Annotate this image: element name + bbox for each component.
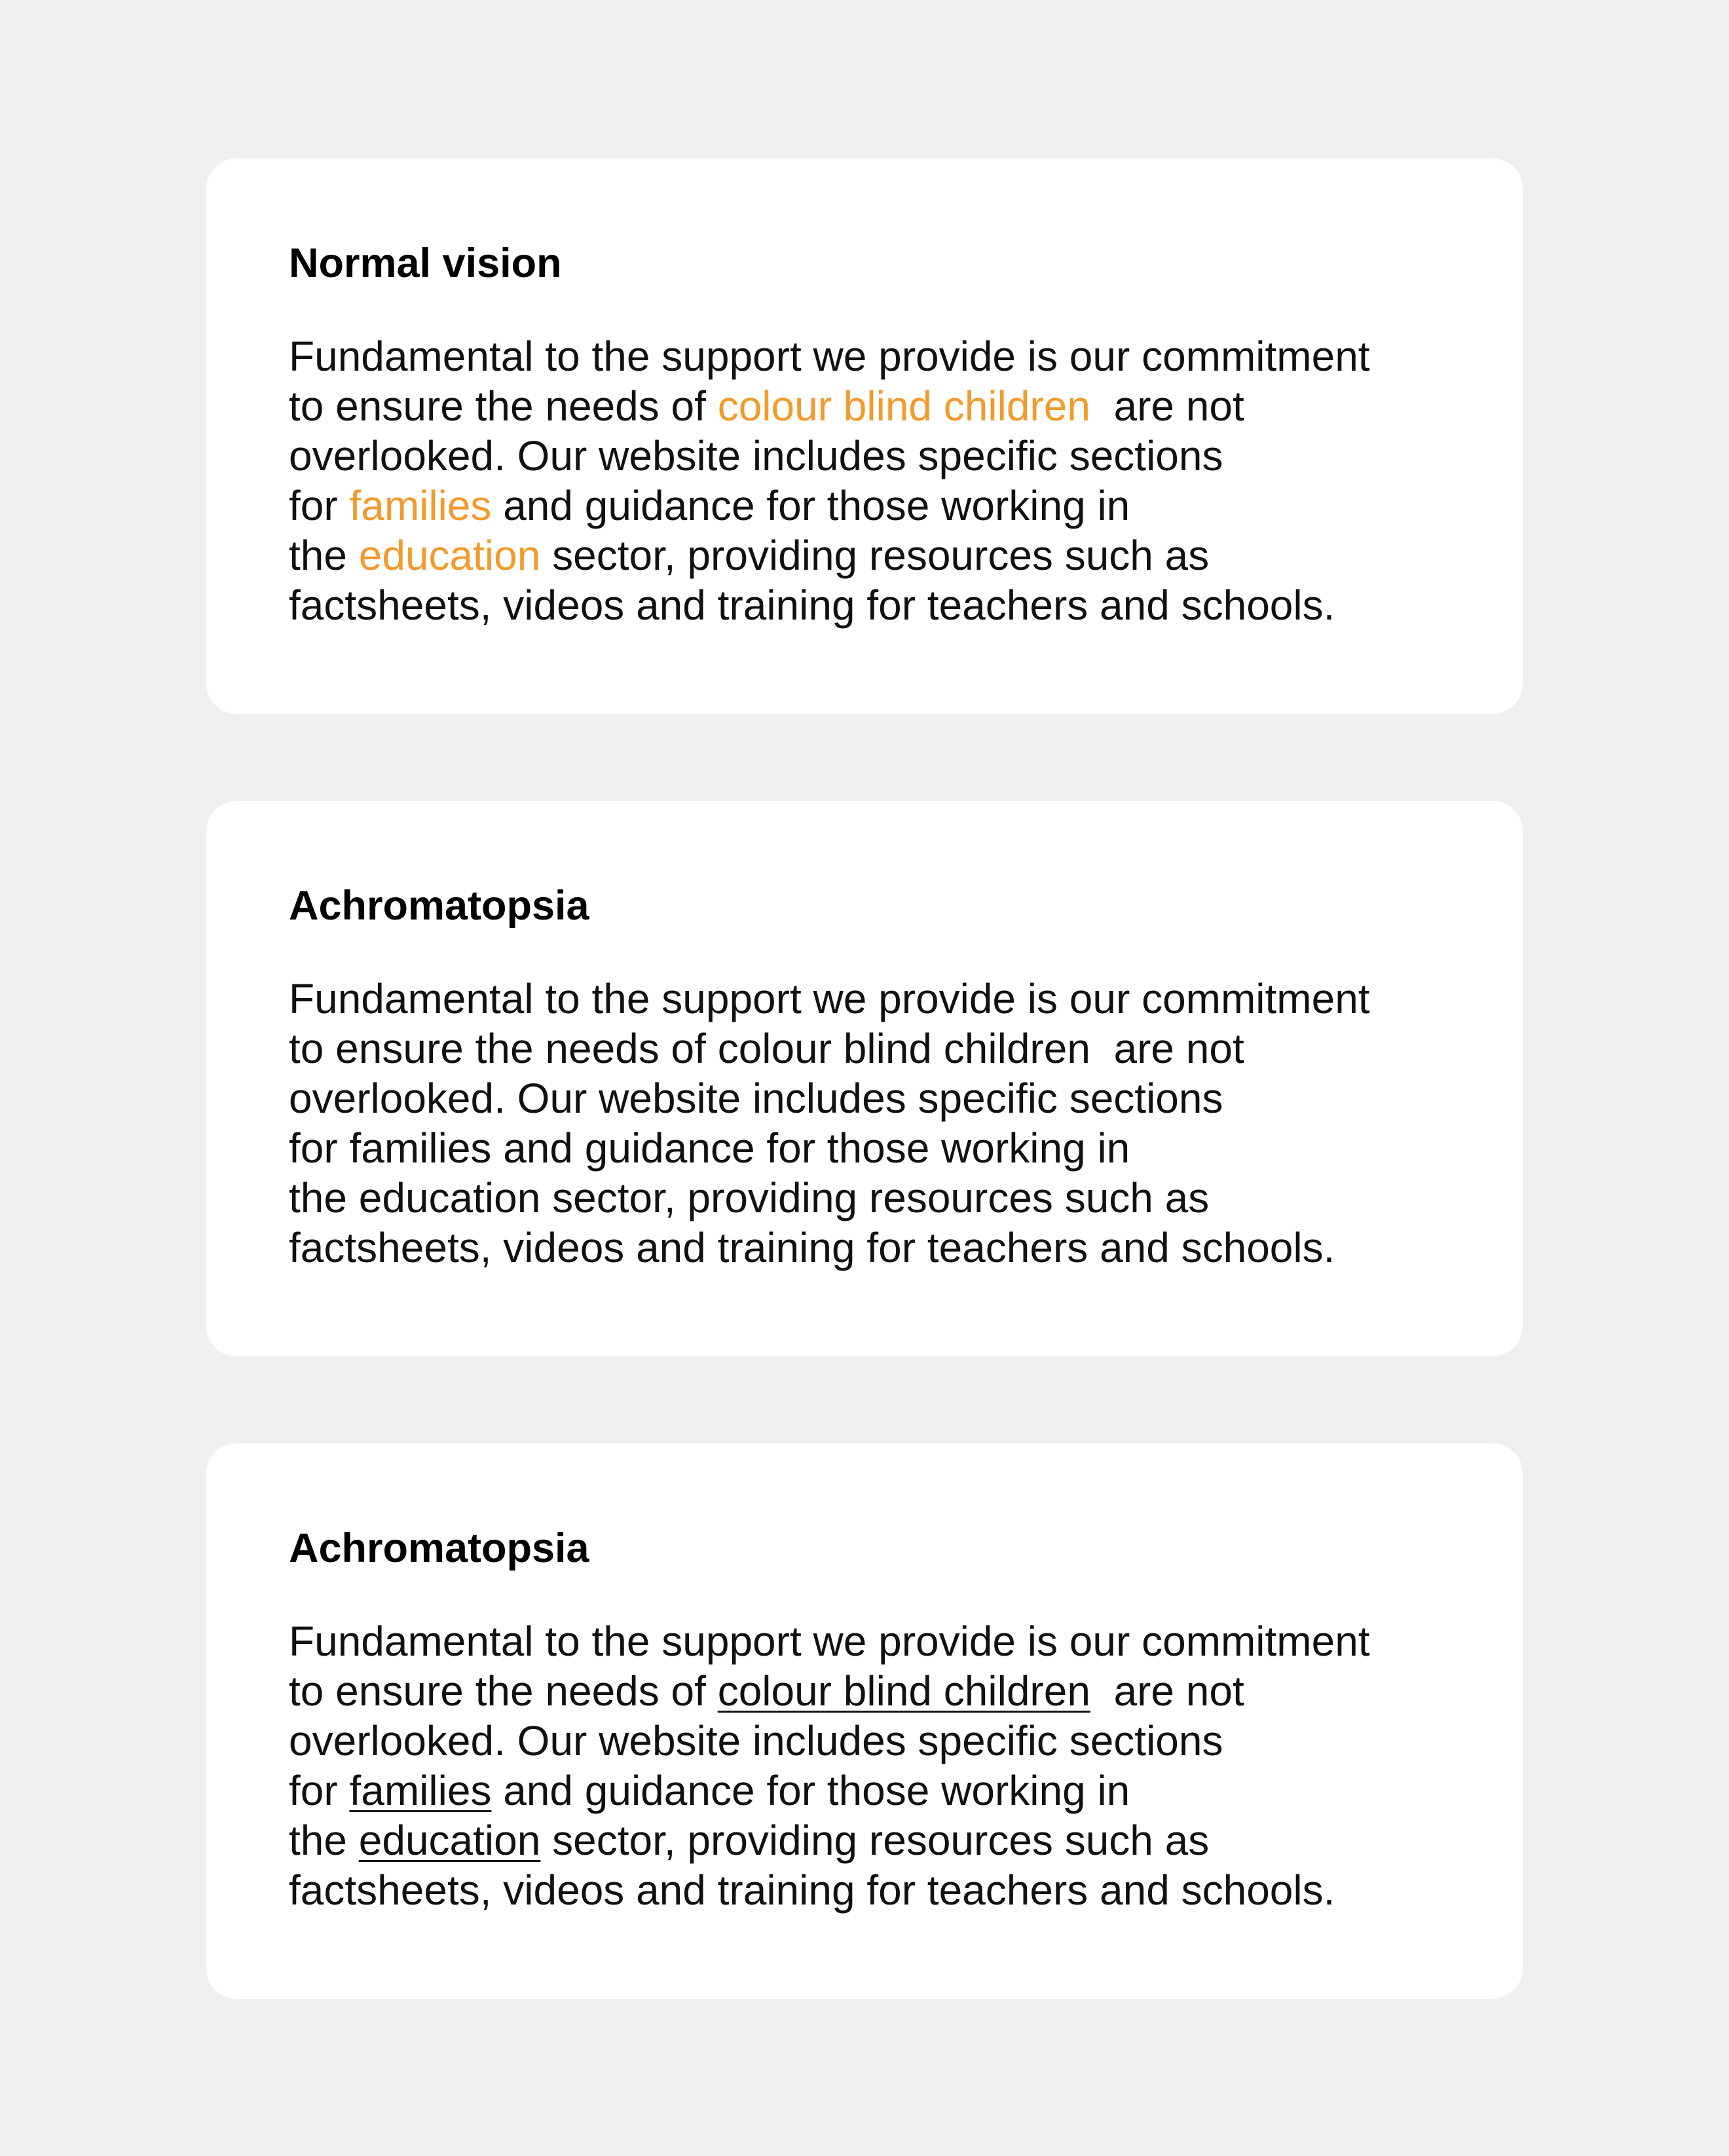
text-segment: the [289, 532, 359, 579]
paragraph-line [289, 1716, 1481, 1766]
text-segment: sector, providing resources such as [540, 1817, 1210, 1864]
text-segment: are not [1090, 382, 1244, 430]
card-title: Achromatopsia [289, 1525, 589, 1571]
text-segment: factsheets, videos and training for teachers and schools. [289, 1224, 1335, 1271]
text-segment: overlooked. Our website includes specific sections [289, 432, 1223, 479]
text-segment: for [289, 1767, 350, 1814]
card-title: Achromatopsia [289, 883, 589, 929]
paragraph-line [289, 481, 1481, 530]
paragraph-line [289, 1223, 1481, 1273]
text-segment: and guidance for those working in [491, 1124, 1130, 1172]
card-paragraph [289, 974, 1481, 1273]
text-segment: to ensure the needs of [289, 1025, 718, 1072]
text-segment: for [289, 1124, 350, 1172]
paragraph-line [289, 1766, 1481, 1815]
text-segment: the [289, 1174, 359, 1221]
paragraph-line [289, 431, 1481, 481]
text-segment: factsheets, videos and training for teachers and schools. [289, 582, 1335, 629]
link-families[interactable]: families [349, 1124, 492, 1172]
text-segment: to ensure the needs of [289, 1667, 718, 1715]
text-segment: the [289, 1817, 359, 1864]
text-segment: for [289, 482, 350, 529]
paragraph-line [289, 1073, 1481, 1123]
text-segment: Fundamental to the support we provide is our commitment [289, 1618, 1370, 1665]
paragraph-line [289, 530, 1481, 580]
paragraph-line [289, 974, 1481, 1024]
paragraph-line [289, 1123, 1481, 1173]
text-segment: Fundamental to the support we provide is our commitment [289, 975, 1370, 1022]
card-paragraph [289, 331, 1481, 630]
text-segment: are not [1090, 1667, 1244, 1715]
text-segment: sector, providing resources such as [540, 1174, 1210, 1221]
link-education[interactable]: education [358, 532, 541, 579]
paragraph-line [289, 381, 1481, 431]
text-segment: to ensure the needs of [289, 382, 718, 430]
link-education[interactable]: education [358, 1817, 541, 1864]
link-colour-blind-children[interactable]: colour blind children [717, 1025, 1090, 1072]
paragraph-line [289, 1616, 1481, 1666]
link-education[interactable]: education [358, 1174, 541, 1221]
link-families[interactable]: families [349, 1767, 492, 1814]
text-segment: sector, providing resources such as [540, 532, 1210, 579]
card-achromatopsia-plain [206, 801, 1523, 1356]
paragraph-line [289, 1815, 1481, 1865]
card-normal-vision [206, 158, 1523, 714]
paragraph-line [289, 1666, 1481, 1716]
paragraph-line [289, 331, 1481, 381]
link-families[interactable]: families [349, 482, 492, 529]
card-achromatopsia-underlined [206, 1443, 1523, 1999]
paragraph-line [289, 580, 1481, 630]
card-title: Normal vision [289, 240, 562, 286]
link-colour-blind-children[interactable]: colour blind children [717, 1667, 1090, 1715]
text-segment: overlooked. Our website includes specific sections [289, 1075, 1223, 1122]
text-segment: Fundamental to the support we provide is our commitment [289, 333, 1370, 380]
paragraph-line [289, 1024, 1481, 1073]
text-segment: and guidance for those working in [491, 482, 1130, 529]
link-colour-blind-children[interactable]: colour blind children [717, 382, 1090, 430]
text-segment: factsheets, videos and training for teachers and schools. [289, 1867, 1335, 1914]
text-segment: and guidance for those working in [491, 1767, 1130, 1814]
text-segment: overlooked. Our website includes specific sections [289, 1717, 1223, 1764]
paragraph-line [289, 1173, 1481, 1223]
paragraph-line [289, 1865, 1481, 1915]
card-paragraph [289, 1616, 1481, 1915]
text-segment: are not [1090, 1025, 1244, 1072]
